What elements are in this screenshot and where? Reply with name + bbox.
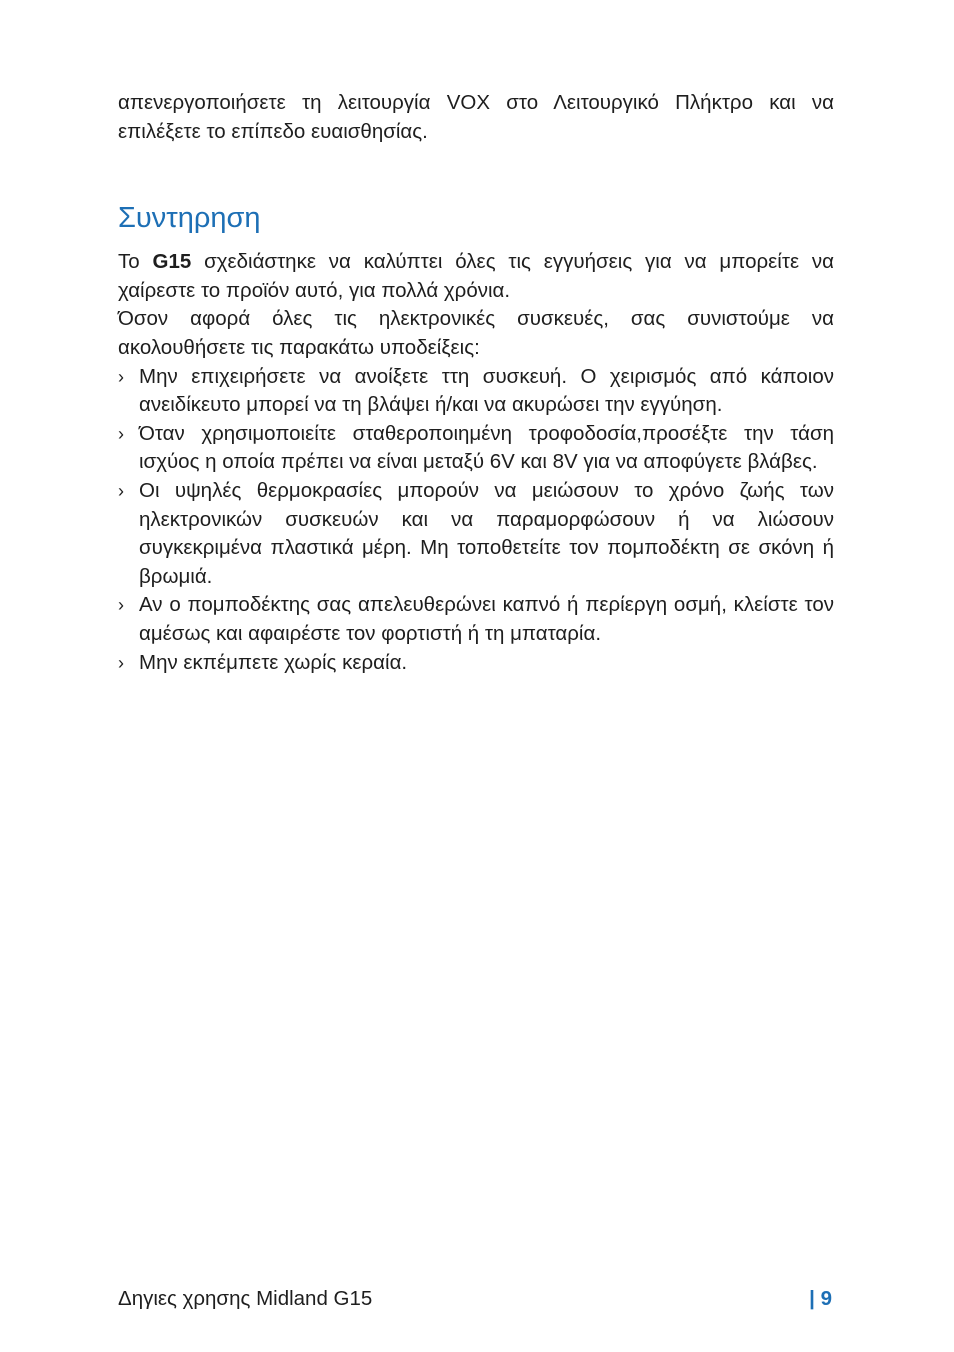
page-content (118, 89, 834, 677)
footer-title: Δηγιες χρησης Midland G15 (118, 1287, 373, 1310)
bullet-marker: › (118, 480, 124, 501)
warranty-paragraph (118, 248, 834, 305)
bullet-marker: › (118, 366, 124, 387)
model-name: G15 (152, 250, 192, 274)
list-item (118, 591, 834, 648)
bullet-marker: › (118, 595, 124, 616)
list-item-text: Οι υψηλές θερμοκρασίες μπορούν να μειώσουν το χρόνο ζωής των ηλεκτρονικών συσκευών και να παραμορφώσουν ή να λιώσουν συγκεκριμένα πλαστικά μέρη. Μη τοποθετείτε τον πομποδέκτη σε σκόνη ή βρωμιά. (139, 478, 834, 588)
list-item (118, 363, 834, 420)
list-item-text: Μην εκπέμπετε χωρίς κεραία. (139, 650, 408, 674)
page-number: | 9 (809, 1287, 832, 1310)
advice-list (118, 363, 834, 678)
section-title: Συντηρηση (118, 202, 261, 235)
list-item (118, 649, 834, 678)
list-item-text: Αν ο πομποδέκτης σας απελευθερώνει καπνό ή περίεργη οσμή, κλείστε τον αμέσως και αφαιρέστε τον φορτιστή ή τη μπαταρία. (139, 593, 834, 645)
page-footer (118, 1285, 834, 1313)
list-item (118, 420, 834, 477)
list-item-text: Όταν χρησιμοποιείτε σταθεροποιημένη τροφοδοσία,προσέξτε την τάση ισχύος η οποία πρέπει να είναι μεταξύ 6V και 8V για να αποφύγετε βλάβες. (139, 421, 834, 474)
bullet-marker: › (118, 423, 124, 444)
warranty-text: σχεδιάστηκε να καλύπτει όλες τις εγγυήσεις για να μπορείτε να χαίρεστε το προϊόν αυτό, για πολλά χρόνια. (118, 250, 834, 302)
intro-paragraph: απενεργοποιήσετε τη λειτουργία VOX στο Λειτουργικό Πλήκτρο και να επιλέξετε το επίπεδο ευαισθησίας. (118, 91, 834, 143)
warranty-prefix: Το (118, 250, 153, 274)
list-item-text: Μην επιχειρήσετε να ανοίξετε ττη συσκευή. Ο χειρισμός από κάποιον ανειδίκευτο μπορεί να τη βλάψει ή/και να ακυρώσει την εγγύηση. (139, 364, 834, 417)
bullet-marker: › (118, 652, 124, 673)
advice-intro-paragraph: Όσον αφορά όλες τις ηλεκτρονικές συσκευές, σας συνιστούμε να ακολουθήσετε τις παρακάτω υποδείξεις: (118, 307, 834, 359)
list-item (118, 477, 834, 591)
